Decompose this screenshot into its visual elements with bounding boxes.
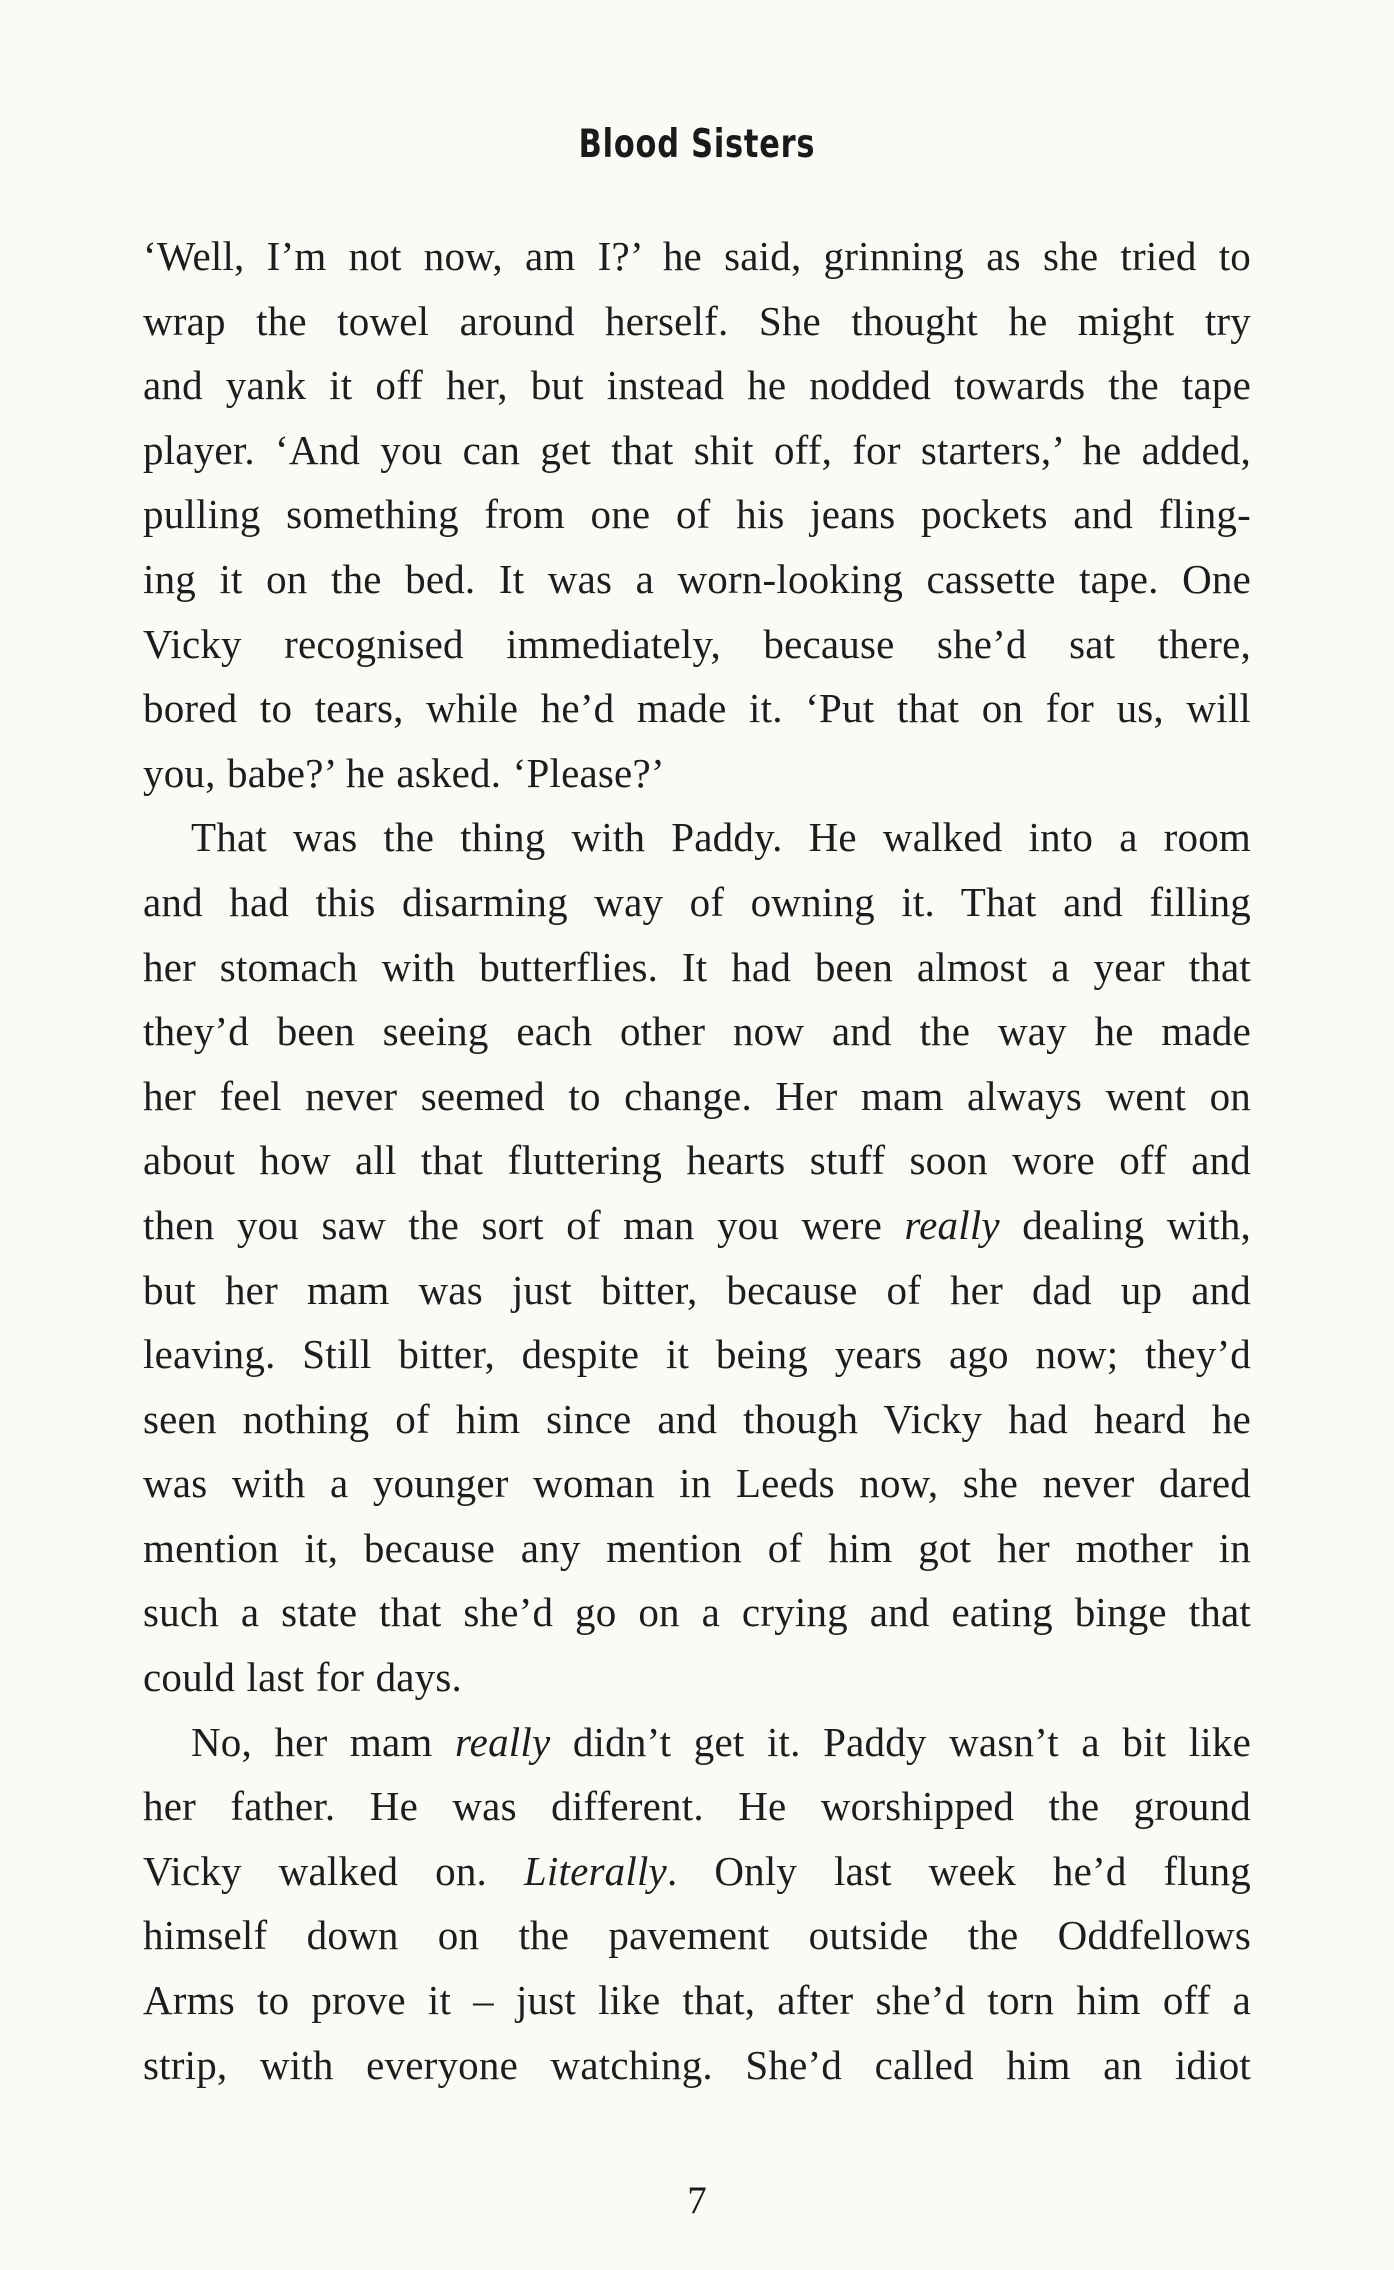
text-line: seen nothing of him since and though Vicky had heard he <box>143 1395 1251 1442</box>
text-line: strip, with everyone watching. She’d called him an idiot <box>143 2041 1251 2088</box>
text-line: player. ‘And you can get that shit off, for starters,’ he added, <box>143 426 1251 473</box>
text-line: mention it, because any mention of him got her mother in <box>143 1524 1251 1571</box>
text-line: about how all that fluttering hearts stuff soon wore off and <box>143 1137 1251 1184</box>
text-line: you, babe?’ he asked. ‘Please?’ <box>143 749 665 796</box>
text-segment: No, her mam <box>191 1718 456 1765</box>
text-segment: then you saw the sort of man you were <box>143 1201 905 1248</box>
text-line: her stomach with butterflies. It had been almost a year that <box>143 943 1251 990</box>
text-line <box>143 1839 1251 1904</box>
text-line: himself down on the pavement outside the Oddfellows <box>143 1912 1251 1959</box>
text-segment: dealing with, <box>999 1201 1251 1248</box>
text-line: Vicky recognised immediately, because she’d sat there, <box>143 620 1251 667</box>
text-line: bored to tears, while he’d made it. ‘Put that on for us, will <box>143 685 1251 732</box>
text-line <box>143 1710 1251 1775</box>
text-line: wrap the towel around herself. She thought he might try <box>143 297 1251 344</box>
text-line: Arms to prove it – just like that, after she’d torn him off a <box>143 1977 1251 2024</box>
italic-emphasis: really <box>904 1201 1000 1248</box>
italic-emphasis: really <box>455 1718 551 1765</box>
text-segment: didn’t get it. Paddy wasn’t a bit like <box>550 1718 1251 1765</box>
text-line: and had this disarming way of owning it. That and filling <box>143 878 1251 925</box>
text-line: and yank it off her, but instead he nodded towards the tape <box>143 362 1251 409</box>
page-number: 7 <box>687 2179 707 2222</box>
text-line: could last for days. <box>143 1654 462 1701</box>
text-segment: Vicky walked on. <box>143 1847 524 1894</box>
text-line: ing it on the bed. It was a worn-looking cassette tape. One <box>143 555 1251 602</box>
text-line: they’d been seeing each other now and the way he made <box>143 1008 1251 1055</box>
text-line: ‘Well, I’m not now, am I?’ he said, grinning as she tried to <box>143 233 1251 279</box>
text-line: her feel never seemed to change. Her mam always went on <box>143 1072 1251 1119</box>
text-line: her father. He was different. He worshipped the ground <box>143 1783 1251 1830</box>
text-line <box>143 1193 1251 1258</box>
text-line: but her mam was just bitter, because of her dad up and <box>143 1266 1251 1313</box>
text-line: was with a younger woman in Leeds now, she never dared <box>143 1460 1251 1507</box>
body-text <box>143 224 1251 2097</box>
text-line: leaving. Still bitter, despite it being years ago now; they’d <box>143 1331 1251 1378</box>
text-line: That was the thing with Paddy. He walked into a room <box>191 814 1251 861</box>
text-line: pulling something from one of his jeans pockets and fling- <box>143 491 1251 538</box>
running-head: Blood Sisters <box>578 122 816 167</box>
text-line: such a state that she’d go on a crying and eating binge that <box>143 1589 1251 1636</box>
text-segment: . Only last week he’d flung <box>666 1847 1251 1894</box>
italic-emphasis: Literally <box>523 1847 667 1894</box>
